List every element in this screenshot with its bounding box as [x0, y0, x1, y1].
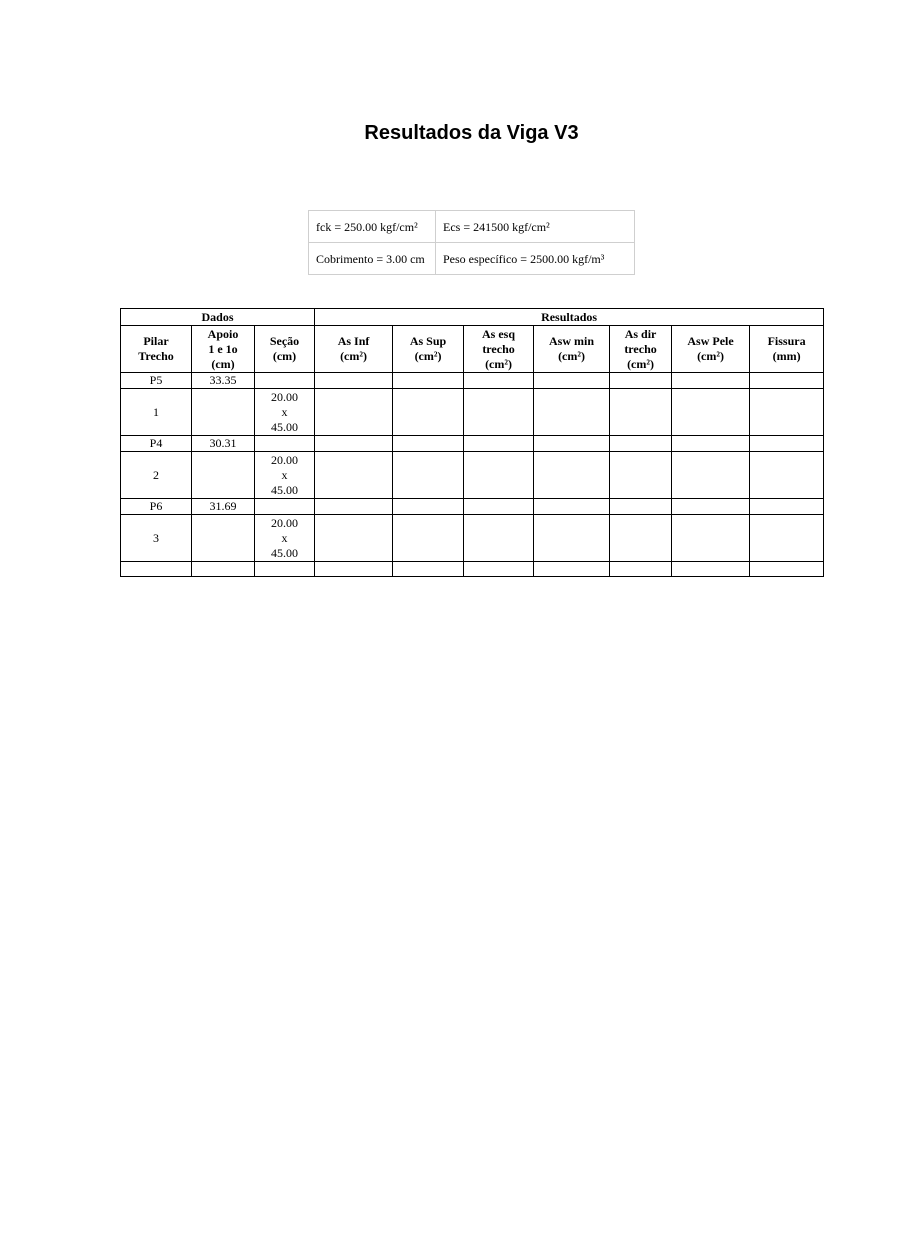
- trecho-cell: 3: [121, 515, 192, 562]
- empty-cell: [315, 389, 393, 436]
- ecs-cell: Ecs = 241500 kgf/cm²: [436, 211, 635, 243]
- header-as-dir-trecho: As dir trecho (cm²): [610, 326, 672, 373]
- empty-cell: [610, 436, 672, 452]
- apoio-cell: 30.31: [192, 436, 255, 452]
- table-row-span: [121, 389, 824, 436]
- empty-cell: [315, 499, 393, 515]
- empty-cell: [315, 373, 393, 389]
- empty-cell: [464, 515, 534, 562]
- empty-cell: [672, 515, 750, 562]
- empty-cell: [534, 436, 610, 452]
- empty-cell: [393, 436, 464, 452]
- header-apoio: Apoio 1 e 1o (cm): [192, 326, 255, 373]
- empty-cell: [255, 562, 315, 577]
- table-row-span: [121, 452, 824, 499]
- empty-cell: [255, 373, 315, 389]
- header-fissura: Fissura (mm): [750, 326, 824, 373]
- empty-cell: [672, 389, 750, 436]
- empty-cell: [315, 452, 393, 499]
- apoio-cell: 33.35: [192, 373, 255, 389]
- trecho-cell: 1: [121, 389, 192, 436]
- material-row: [309, 211, 635, 243]
- empty-cell: [315, 562, 393, 577]
- empty-cell: [750, 389, 824, 436]
- empty-cell: [610, 373, 672, 389]
- empty-cell: [534, 452, 610, 499]
- empty-cell: [610, 389, 672, 436]
- empty-cell: [393, 373, 464, 389]
- beam-results-table: [120, 308, 824, 577]
- cobrimento-cell: Cobrimento = 3.00 cm: [309, 243, 436, 275]
- material-properties-table: [308, 210, 635, 275]
- empty-cell: [750, 452, 824, 499]
- header-asw-min: Asw min (cm²): [534, 326, 610, 373]
- apoio-cell: 31.69: [192, 499, 255, 515]
- trecho-cell: 2: [121, 452, 192, 499]
- table-row-empty: [121, 562, 824, 577]
- secao-cell: 20.00 x 45.00: [255, 389, 315, 436]
- empty-cell: [255, 499, 315, 515]
- empty-cell: [672, 436, 750, 452]
- empty-cell: [534, 562, 610, 577]
- empty-cell: [255, 436, 315, 452]
- empty-cell: [393, 562, 464, 577]
- table-row-support: [121, 499, 824, 515]
- table-row-span: [121, 515, 824, 562]
- empty-cell: [750, 515, 824, 562]
- pilar-cell: P4: [121, 436, 192, 452]
- group-header-resultados: Resultados: [315, 309, 824, 326]
- empty-cell: [393, 499, 464, 515]
- empty-cell: [192, 515, 255, 562]
- pilar-cell: P6: [121, 499, 192, 515]
- empty-cell: [464, 562, 534, 577]
- header-as-sup: As Sup (cm²): [393, 326, 464, 373]
- empty-cell: [464, 389, 534, 436]
- table-row-support: [121, 373, 824, 389]
- empty-cell: [315, 436, 393, 452]
- empty-cell: [610, 499, 672, 515]
- header-pilar-trecho: Pilar Trecho: [121, 326, 192, 373]
- column-header-row: [121, 326, 824, 373]
- pilar-cell: P5: [121, 373, 192, 389]
- empty-cell: [534, 389, 610, 436]
- empty-cell: [393, 515, 464, 562]
- page-title: Resultados da Viga V3: [364, 122, 579, 144]
- empty-cell: [192, 562, 255, 577]
- empty-cell: [192, 389, 255, 436]
- material-row: [309, 243, 635, 275]
- empty-cell: [534, 499, 610, 515]
- empty-cell: [672, 373, 750, 389]
- group-header-dados: Dados: [121, 309, 315, 326]
- empty-cell: [750, 562, 824, 577]
- header-as-inf: As Inf (cm²): [315, 326, 393, 373]
- table-row-support: [121, 436, 824, 452]
- fck-cell: fck = 250.00 kgf/cm²: [309, 211, 436, 243]
- empty-cell: [534, 373, 610, 389]
- empty-cell: [750, 499, 824, 515]
- empty-cell: [315, 515, 393, 562]
- empty-cell: [393, 389, 464, 436]
- empty-cell: [672, 562, 750, 577]
- header-secao: Seção (cm): [255, 326, 315, 373]
- empty-cell: [464, 499, 534, 515]
- empty-cell: [610, 515, 672, 562]
- header-asw-pele: Asw Pele (cm²): [672, 326, 750, 373]
- empty-cell: [464, 436, 534, 452]
- empty-cell: [610, 452, 672, 499]
- empty-cell: [192, 452, 255, 499]
- peso-especifico-cell: Peso específico = 2500.00 kgf/m³: [436, 243, 635, 275]
- secao-cell: 20.00 x 45.00: [255, 452, 315, 499]
- header-as-esq-trecho: As esq trecho (cm²): [464, 326, 534, 373]
- empty-cell: [464, 452, 534, 499]
- empty-cell: [750, 436, 824, 452]
- empty-cell: [464, 373, 534, 389]
- empty-cell: [672, 452, 750, 499]
- empty-cell: [393, 452, 464, 499]
- secao-cell: 20.00 x 45.00: [255, 515, 315, 562]
- empty-cell: [750, 373, 824, 389]
- empty-cell: [534, 515, 610, 562]
- empty-cell: [672, 499, 750, 515]
- empty-cell: [610, 562, 672, 577]
- group-header-row: [121, 309, 824, 326]
- empty-cell: [121, 562, 192, 577]
